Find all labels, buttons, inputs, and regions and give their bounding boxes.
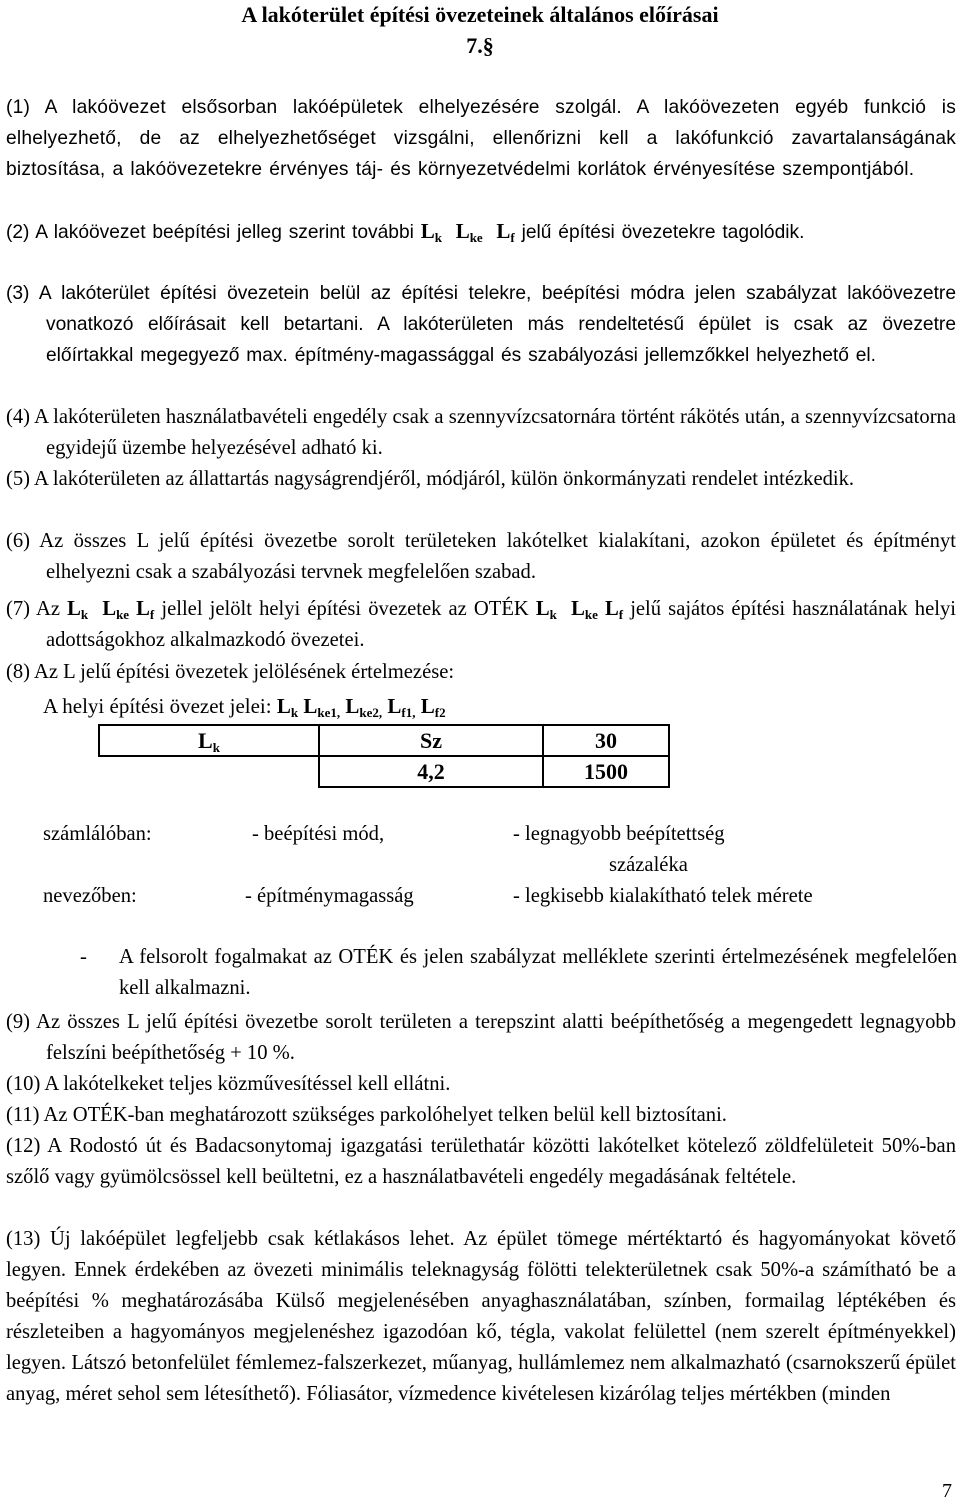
paragraph-7-text-c: jelű sajátos építési használatának helyi adottságokhoz alkalmazkodó övezetei. — [46, 598, 956, 651]
page-number: 7 — [942, 1480, 952, 1502]
symbol-lk — [536, 598, 557, 620]
sign-sub: ke1, — [317, 705, 341, 720]
paragraph-9: (9) Az összes L jelű építési övezetbe sorolt területen a terepszint alatti beépíthetőség a megengedett legnagyobb felszíni beépíthetőség + 10 %. — [6, 1011, 956, 1064]
sign-sub: k — [290, 705, 299, 720]
sign-letter: L — [387, 694, 402, 718]
cell-empty — [99, 756, 319, 787]
page-title: A lakóterület építési övezeteinek általános előírásai — [241, 2, 719, 27]
cell-building-mode: Sz — [319, 725, 543, 756]
paragraph-11: (11) Az OTÉK-ban meghatározott szükséges parkolóhelyet telken belül kell biztosítani. — [6, 1104, 727, 1126]
cell-building-height: 4,2 — [319, 756, 543, 787]
section-number: 7.§ — [466, 33, 494, 58]
paragraph-3: (3) A lakóterület építési övezetein belül az építési telekre, beépítési módra jelen szabályzat lakóövezetre vonatkozó előírásait kell betartani. A lakóterületen más rendeltetésű épület is csak az övezetre előírtakkal megegyező max. építmény-magassággal és szabályozási jellemzőkkel helyezhető el. — [6, 283, 956, 366]
symbol-letter: L — [571, 598, 585, 620]
table-row — [99, 725, 669, 756]
symbol-lke — [102, 598, 129, 620]
paragraph-1-prefix: (1) A lakóövezet elsősorban lakóépületek elhelyezésére szolgál. — [6, 97, 622, 118]
paragraph-7-text-a: (7) Az — [6, 598, 60, 620]
cell-zone-code — [99, 725, 319, 756]
paragraph-7-text-b: jellel jelölt helyi építési övezetek az OTÉK — [161, 598, 529, 620]
symbol-lke — [571, 598, 598, 620]
sign-sub: f2 — [434, 705, 446, 720]
denominator-label: nevezőben: — [43, 885, 137, 907]
table-row — [99, 756, 669, 787]
paragraph-4: (4) A lakóterületen használatbavételi engedély csak a szennyvízcsatornára történt rákötés után, a szennyvízcsatorna egyidejű üzembe helyezésével adható ki. — [6, 406, 956, 459]
sign-lk — [277, 694, 298, 718]
paragraph-10: (10) A lakótelkeket teljes közművesítéssel kell ellátni. — [6, 1073, 451, 1095]
note-text: A felsorolt fogalmakat az OTÉK és jelen szabályzat melléklete szerinti értelmezésének megfelelően kell alkalmazni. — [119, 946, 957, 999]
sign-lf2 — [421, 694, 446, 718]
symbol-lke-sub: ke — [469, 230, 483, 245]
sign-letter: L — [303, 694, 318, 718]
symbol-lke — [456, 219, 483, 243]
symbol-lk — [67, 598, 88, 620]
symbol-letter: L — [67, 598, 81, 620]
numerator-mid: - beépítési mód, — [252, 823, 385, 845]
symbol-lf — [496, 219, 514, 243]
paragraph-6: (6) Az összes L jelű építési övezetbe sorolt területeken lakótelket kialakítani, azokon épületet és építményt elhelyezni csak a szabályozási tervnek megfelelően szabad. — [6, 530, 956, 583]
sign-letter: L — [345, 694, 360, 718]
denominator-mid: - építménymagasság — [245, 885, 414, 907]
symbol-letter: L — [136, 598, 150, 620]
symbol-lf — [136, 598, 154, 620]
paragraph-2-text-b: jelű építési övezetekre tagolódik. — [521, 222, 805, 243]
symbol-lf-sub: f — [510, 230, 515, 245]
sign-lf1 — [387, 694, 415, 718]
symbol-letter: L — [102, 598, 117, 620]
note-dash: - — [80, 946, 87, 968]
symbol-lk-letter: L — [420, 219, 435, 243]
zone-key-table — [98, 724, 670, 788]
denominator-right: - legkisebb kialakítható telek mérete — [513, 885, 813, 907]
symbol-lf — [605, 598, 623, 620]
paragraph-2 — [6, 216, 956, 248]
paragraph-1 — [6, 92, 956, 185]
cell-letter: L — [198, 727, 213, 753]
paragraph-7 — [6, 594, 956, 656]
numerator-label: számlálóban: — [43, 823, 152, 845]
paragraph-8: (8) Az L jelű építési övezetek jelölésének értelmezése: — [6, 661, 455, 683]
symbol-letter: L — [604, 598, 619, 620]
symbol-lk — [421, 219, 442, 243]
sign-sub: f1, — [401, 705, 416, 720]
symbol-lke-letter: L — [455, 219, 470, 243]
sign-letter: L — [276, 694, 291, 718]
cell-sub: k — [212, 739, 220, 755]
numerator-right: - legnagyobb beépítettség — [513, 823, 725, 845]
symbol-sub: ke — [584, 607, 598, 622]
cell-plot-size: 1500 — [543, 756, 669, 787]
symbol-sub: f — [618, 607, 624, 622]
symbol-sub: ke — [116, 607, 130, 622]
paragraph-2-text-a: (2) A lakóövezet beépítési jelleg szerint további — [6, 222, 414, 243]
zone-signs-line — [43, 691, 446, 721]
sign-letter: L — [420, 694, 435, 718]
numerator-right-2: százaléka — [609, 854, 688, 876]
sign-sub: ke2, — [359, 705, 383, 720]
symbol-sub: f — [149, 607, 155, 622]
paragraph-1-text: A lakóövezeten egyéb funkció is elhelyezhető, de az elhelyezhetőséget vizsgálni, ellenőrizni kell a lakófunkció zavartalanságának biztosítása, a lakóövezetekre érvényes táj- és környezetvédelmi korlátok érvényesítése szempontjából. — [6, 97, 957, 180]
zone-signs-label: A helyi építési övezet jelei: — [43, 694, 272, 718]
symbol-sub: k — [549, 607, 557, 622]
cell-coverage: 30 — [543, 725, 669, 756]
symbol-sub: k — [80, 607, 89, 622]
paragraph-12: (12) A Rodostó út és Badacsonytomaj igazgatási területhatár közötti lakótelket kötelező zöldfelületeit 50%-ban szőlő vagy gyümölcsössel kell beültetni, ez a használatbavételi engedély megadásának feltétele. — [6, 1135, 956, 1188]
paragraph-5: (5) A lakóterületen az állattartás nagyságrendjéről, módjáról, külön önkormányzati rendelet intézkedik. — [6, 468, 855, 490]
sign-lke1 — [303, 694, 340, 718]
paragraph-13: (13) Új lakóépület legfeljebb csak kétlakásos lehet. Az épület tömege mértéktartó és hagyományokat követő legyen. Ennek érdekében az övezeti minimális teleknagyság fölötti telekterületnek csak 50%-a számítható be a beépítési % meghatározásába Külső megjelenésében anyaghasználatában, színben, formailag léptékében és részleteiben a hagyományos megjelenéshez igazodóan kő, tégla, vakolat felülettel (nem szerelt építményekkel) legyen. Látszó betonfelület fémlemez-falszerkezet, műanyag, hullámlemez nem alkalmazható (csarnokszerű épület anyag, méret sehol sem létesíthető). Fóliasátor, vízmedence kivételesen kizárólag teljes mértékben (minden — [6, 1228, 956, 1405]
symbol-lf-letter: L — [496, 219, 511, 243]
sign-lke2 — [345, 694, 382, 718]
symbol-lk-sub: k — [434, 230, 443, 245]
symbol-letter: L — [535, 598, 550, 620]
